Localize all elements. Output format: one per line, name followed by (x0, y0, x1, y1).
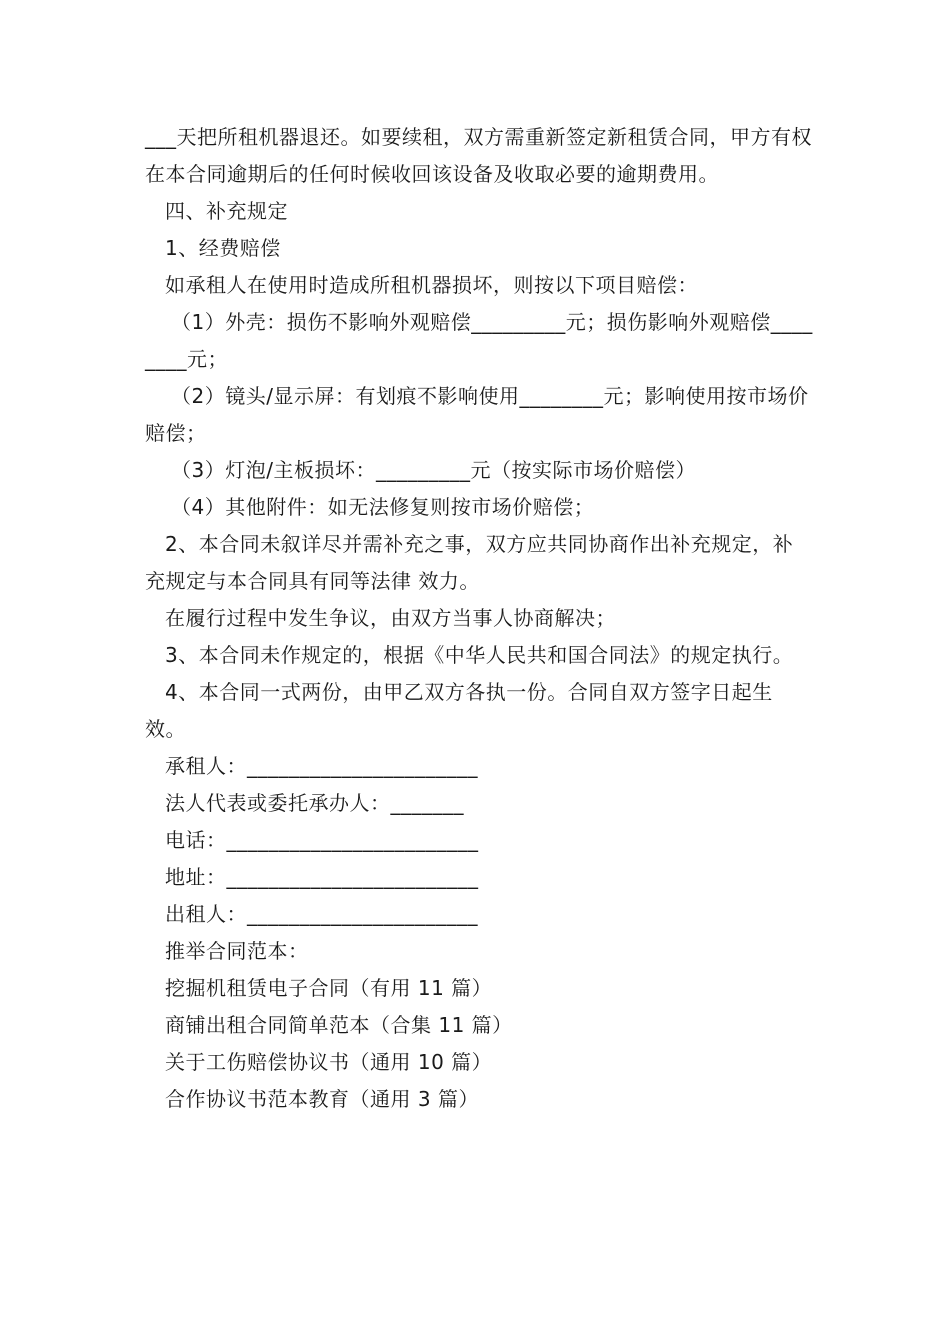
item-accessories: （4）其他附件：如无法修复则按市场价赔偿； (171, 495, 595, 519)
signature-phone: 电话：________________________ (165, 828, 479, 852)
signature-lessee: 承租人：______________________ (165, 754, 478, 778)
signature-address: 地址：________________________ (165, 865, 479, 889)
recommended-item: 关于工伤赔偿协议书（通用 10 篇） (165, 1050, 493, 1074)
clause-4: 4、本合同一式两份，由甲乙双方各执一份。合同自双方签字日起生效。 (145, 680, 773, 741)
document-body (145, 119, 813, 1118)
clause-2: 2、本合同未叙详尽并需补充之事，双方应共同协商作出补充规定，补充规定与本合同具有同等法律 效力。 (145, 532, 794, 593)
item-bulb-board: （3）灯泡/主板损坏：_________元（按实际市场价赔偿） (171, 458, 696, 482)
clause-3: 3、本合同未作规定的，根据《中华人民共和国合同法》的规定执行。 (165, 643, 794, 667)
recommended-item: 商铺出租合同简单范本（合集 11 篇） (165, 1013, 513, 1037)
subsection-heading-compensation: 1、经费赔偿 (165, 236, 281, 260)
recommended-heading: 推举合同范本： (165, 939, 309, 963)
item-lens-screen: （2）镜头/显示屏：有划痕不影响使用________元；影响使用按市场价赔偿； (145, 384, 809, 445)
item-casing: （1）外壳：损伤不影响外观赔偿_________元；损伤影响外观赔偿________元； (145, 310, 813, 371)
paragraph-return-clause: ___天把所租机器退还。如要续租，双方需重新签定新租赁合同，甲方有权在本合同逾期后的任何时候收回该设备及收取必要的逾期费用。 (145, 125, 812, 186)
section-heading-supplement: 四、补充规定 (165, 199, 288, 223)
paragraph-damage-intro: 如承租人在使用时造成所租机器损坏，则按以下项目赔偿： (165, 273, 698, 297)
signature-lessor: 出租人：______________________ (165, 902, 478, 926)
signature-representative: 法人代表或委托承办人：_______ (165, 791, 464, 815)
recommended-item: 合作协议书范本教育（通用 3 篇） (165, 1087, 479, 1111)
paragraph-dispute: 在履行过程中发生争议，由双方当事人协商解决； (165, 606, 616, 630)
recommended-item: 挖掘机租赁电子合同（有用 11 篇） (165, 976, 493, 1000)
